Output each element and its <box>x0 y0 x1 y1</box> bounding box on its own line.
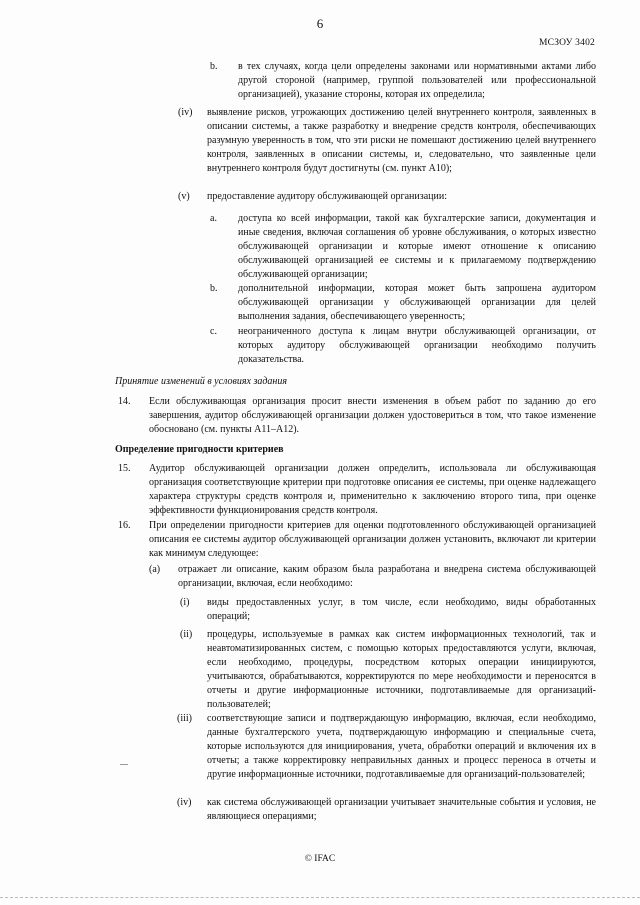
subitem-text-i: виды предоставленных услуг, в том числе, если необходимо, виды обработанных операций; <box>207 597 596 622</box>
subitem-label-ii: (ii) <box>180 629 193 640</box>
page-number: 6 <box>316 16 324 31</box>
heading-changes: Принятие изменений в условиях задания <box>115 376 288 387</box>
paragraph-number-14: 14. <box>118 396 131 407</box>
item-text-a: отражает ли описание, каким образом была разработана и внедрена система обслуживающей организации, включая, если необходимо: <box>178 564 596 589</box>
subitem-text-iii: соответствующие записи и подтверждающую информацию, включая, если необходимо, данные бухгалтерского учета, подтверждающую информацию и специальные счета, которые используются для инициирования, учета, обработки операций и включения их в отчеты; а также корректировку неправильных данных и процесс переноса в отчеты и другие информационные источники, подготавливаемые для организаций-пользователей; <box>207 713 596 780</box>
footer-copyright: © IFAC <box>304 854 336 864</box>
subitem-label-a: a. <box>210 213 217 224</box>
subitem-label-b: b. <box>210 283 218 294</box>
subitem-text-c: неограниченного доступа к лицам внутри обслуживающей организации, от которых аудитору обслуживающей организации необходимо получить доказательства. <box>238 326 596 365</box>
item-label-iv: (iv) <box>178 107 193 118</box>
subitem-label-iv: (iv) <box>177 797 192 808</box>
item-text-v: предоставление аудитору обслуживающей организации: <box>207 191 447 202</box>
subitem-label-i: (i) <box>180 597 190 608</box>
paragraph-16: При определении пригодности критериев для оценки подготовленного обслуживающей организацией описания ее системы аудитор обслуживающей организации должен установить, включают ли критерии как минимум следующее: <box>149 520 596 559</box>
item-label-a: (a) <box>149 564 161 575</box>
standard-code: МСЗОУ 3402 <box>539 38 595 48</box>
subitem-text-b: дополнительной информации, которая может быть запрошена аудитором обслуживающей организации у обслуживающей организации для целей выполнения задания, обеспечивающего уверенность; <box>238 283 596 322</box>
page-edge-divider <box>0 897 640 898</box>
item-label-v: (v) <box>178 191 190 202</box>
subitem-text-iv: как система обслуживающей организации учитывает значительные события и условия, не являющиеся операциями; <box>207 797 596 822</box>
margin-tick <box>120 764 128 765</box>
paragraph-number-16: 16. <box>118 520 131 531</box>
subitem-text-a: доступа ко всей информации, такой как бухгалтерские записи, документация и иные сведения, включая соглашения об уровне обслуживания, о которых известно обслуживающей организации и которые имеют отношение к описанию обслуживающей организацией ее системы и к прилагаемому подтверждению обслуживающей организации; <box>238 213 596 280</box>
item-text-iv: выявление рисков, угрожающих достижению целей внутреннего контроля, заявленных в описании системы, а также разработку и внедрение средств контроля, обеспечивающих разумную уверенность в том, что эти риски не помешают достижению целей внутреннего контроля, заявленных в описании системы, и, следовательно, что заявленные цели внутреннего контроля будут достигнуты (см. пункт А10); <box>207 107 596 174</box>
paragraph-14: Если обслуживающая организация просит внести изменения в объем работ по заданию до его завершения, аудитор обслуживающей организации должен удостовериться в том, что такое изменение обосновано (см. пункты А11–А12). <box>149 396 596 435</box>
subitem-text-ii: процедуры, используемые в рамках как систем информационных технологий, так и неавтоматизированных систем, с помощью которых предоставляются услуги, включая, если необходимо, процедуры, посредством которых операции инициируются, учитываются, обрабатываются, корректируются по мере необходимости и переносятся в отчеты и другие информационные источники, подготавливаемые для организаций-пользователей; <box>207 629 596 710</box>
subitem-label-c: c. <box>210 326 217 337</box>
subitem-label-iii: (iii) <box>177 713 192 724</box>
item-label-b: b. <box>210 61 218 72</box>
paragraph-number-15: 15. <box>118 463 131 474</box>
paragraph-15: Аудитор обслуживающей организации должен определить, использовала ли обслуживающая организация соответствующие критерии при подготовке описания ее системы, при оценке надлежащего характера структуры средств контроля и, применительно к заключению второго типа, при оценке эффективности функционирования средств контроля. <box>149 463 596 516</box>
heading-criteria: Определение пригодности критериев <box>115 444 284 455</box>
item-text-b: в тех случаях, когда цели определены законами или нормативными актами либо другой стороной (например, группой пользователей или профессиональной организацией), указание стороны, которая их определила; <box>238 61 596 100</box>
